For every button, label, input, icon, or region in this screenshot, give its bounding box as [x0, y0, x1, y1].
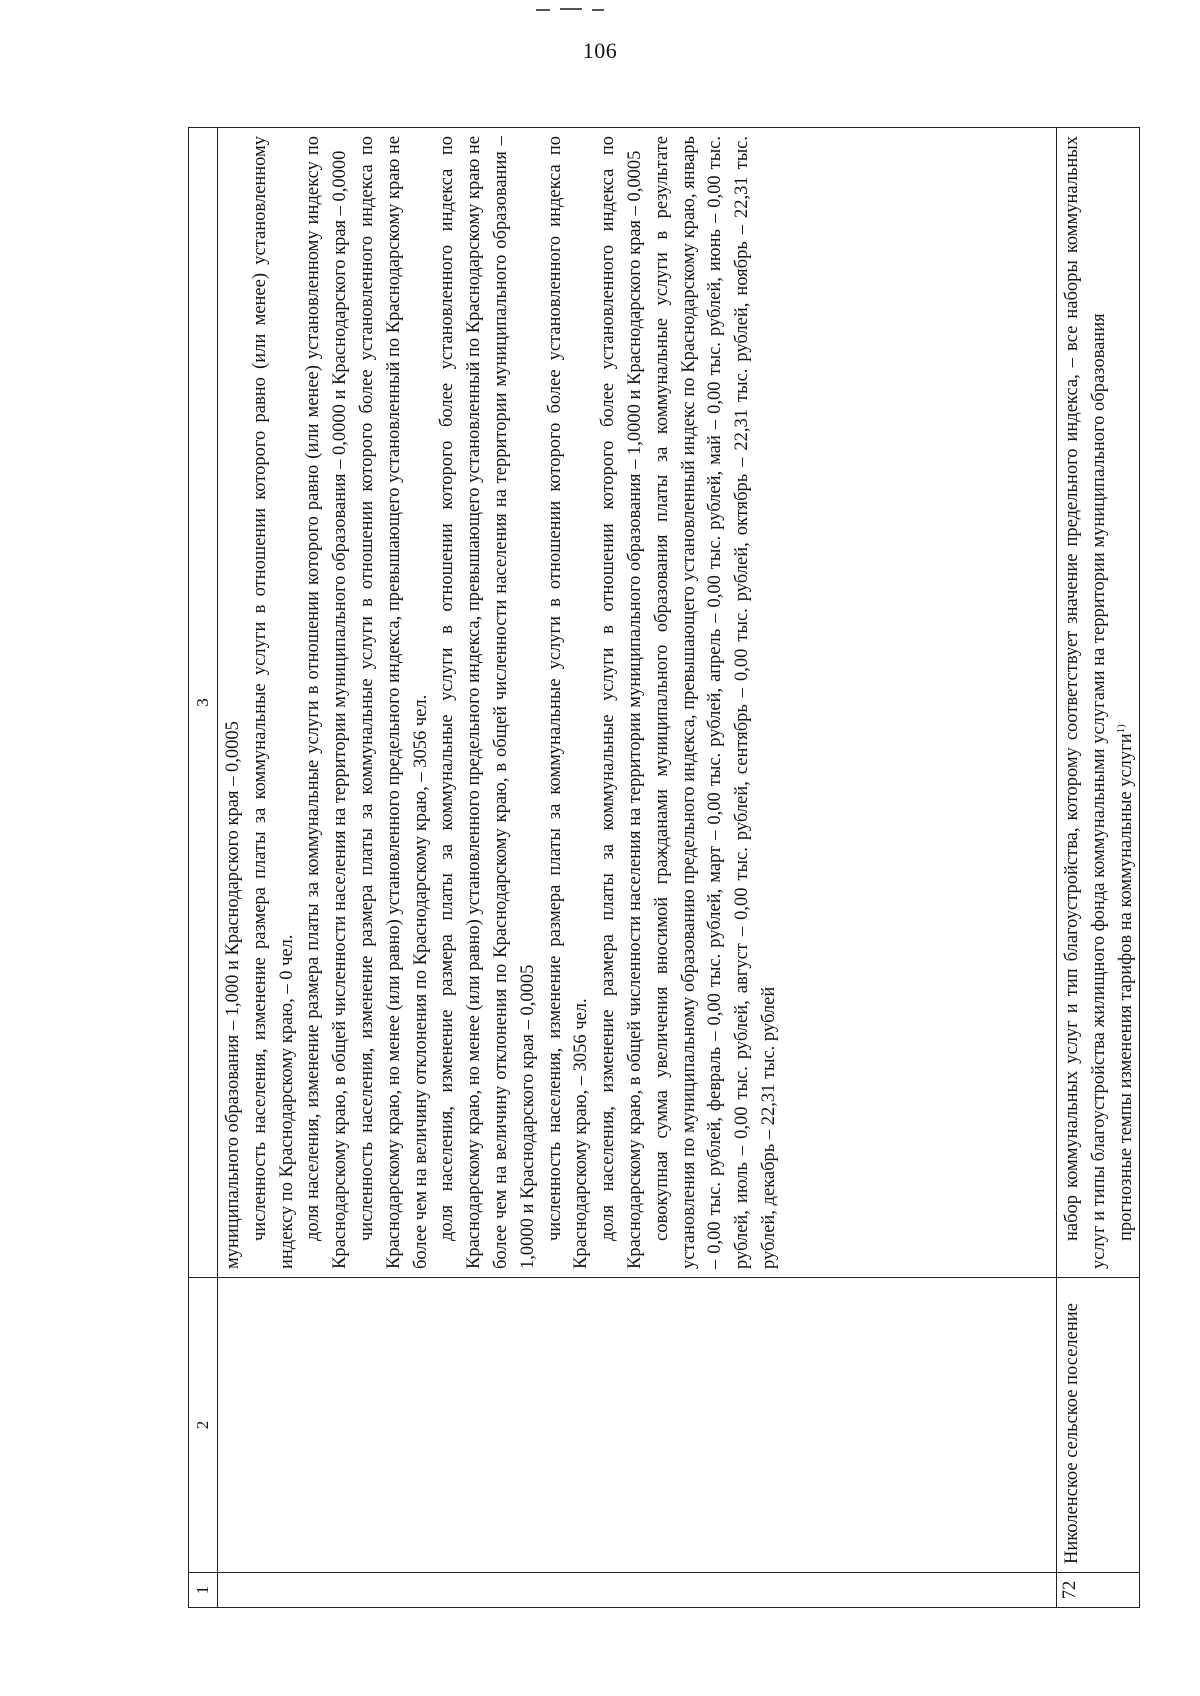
indicator-line: муниципального образования – 1,000 и Краснодарского края – 0,0005 — [223, 721, 243, 1269]
data-table — [188, 127, 1140, 1608]
indicator-line: доля населения, изменение размера платы за коммунальные услуги в отношении которого более установленного индекса по Краснодарскому краю, но менее (или равно) установленного предельного индекса, превышающего установленный по Краснодарскому краю не более чем на величину отклонения по Краснодарскому краю, в общей численности населения на территории муниципального образования – 1,0000 и Краснодарского края – 0,0005 — [437, 136, 538, 1269]
settlement-name: Николенское сельское поселение — [1062, 1303, 1082, 1564]
indicators-cell — [1057, 128, 1140, 1278]
indicator-line: доля населения, изменение размера платы за коммунальные услуги в отношении которого равно (или менее) установленному индексу по Краснодарскому краю, в общей численности населения на территории муниципального образования – 0,0000 и Краснодарского края – 0,0000 — [303, 136, 351, 1269]
settlement-name-cell — [218, 1278, 1057, 1573]
column-header-1: 1 — [189, 1573, 218, 1608]
column-header-2: 2 — [189, 1278, 218, 1573]
indicators-cell — [218, 128, 1057, 1278]
row-number-cell — [218, 1573, 1057, 1608]
settlement-name-cell — [1057, 1278, 1140, 1573]
scan-mark — [560, 8, 582, 10]
indicator-line: доля населения, изменение размера платы за коммунальные услуги в отношении которого более установленного индекса по Краснодарскому краю, в общей численности населения на территории муниципального образования – 1,0000 и Краснодарского края – 0,0005 — [598, 136, 645, 1269]
scan-mark — [536, 9, 550, 11]
footnote-mark: 1) — [1114, 724, 1127, 734]
indicator-line: численность населения, изменение размера платы за коммунальные услуги в отношении которого более установленного индекса по Краснодарскому краю, – 3056 чел. — [544, 136, 592, 1269]
scan-mark — [592, 9, 604, 11]
table-row-continuation — [218, 128, 1057, 1608]
indicator-line — [1113, 136, 1140, 1269]
indicator-line: численность населения, изменение размера платы за коммунальные услуги в отношении которого равно (или менее) установленному индексу по Краснодарскому краю, – 0 чел. — [249, 136, 297, 1269]
indicator-line: численность населения, изменение размера платы за коммунальные услуги в отношении которого более установленного индекса по Краснодарскому краю, но менее (или равно) установленного предельного индекса, превышающего установленный по Краснодарскому краю не более чем на величину отклонения по Краснодарскому краю, – 3056 чел. — [356, 136, 431, 1269]
forecast-text: прогнозные темпы изменения тарифов на коммунальные услуги — [1115, 733, 1136, 1241]
header-row — [189, 128, 218, 1608]
indicator-line: совокупная сумма увеличения вносимой гражданами муниципального образования платы за коммунальные услуги в результате установления по муниципальному образованию предельного индекса, превышающего установленный индекс по Краснодарскому краю, январь – 0,00 тыс. рублей, февраль – 0,00 тыс. рублей, март – 0,00 тыс. рублей, апрель – 0,00 тыс. рублей, май – 0,00 тыс. рублей, июнь – 0,00 тыс. рублей, июль – 0,00 тыс. рублей, август – 0,00 тыс. рублей, сентябрь – 0,00 тыс. рублей, октябрь – 22,31 тыс. рублей, ноябрь – 22,31 тыс. рублей, декабрь – 22,31 тыс. рублей — [651, 136, 779, 1269]
row-number-cell: 72 — [1057, 1573, 1140, 1608]
page-number: 106 — [582, 38, 618, 63]
table-row-72 — [1057, 128, 1140, 1608]
rotated-table-wrapper — [188, 128, 1136, 1608]
column-header-3: 3 — [189, 128, 218, 1278]
indicator-line: набор коммунальных услуг и тип благоустройства, которому соответствует значение предельного индекса, – все наборы коммунальных услуг и типы благоустройства жилищного фонда коммунальными услугами на территории муниципального образования — [1062, 136, 1109, 1269]
